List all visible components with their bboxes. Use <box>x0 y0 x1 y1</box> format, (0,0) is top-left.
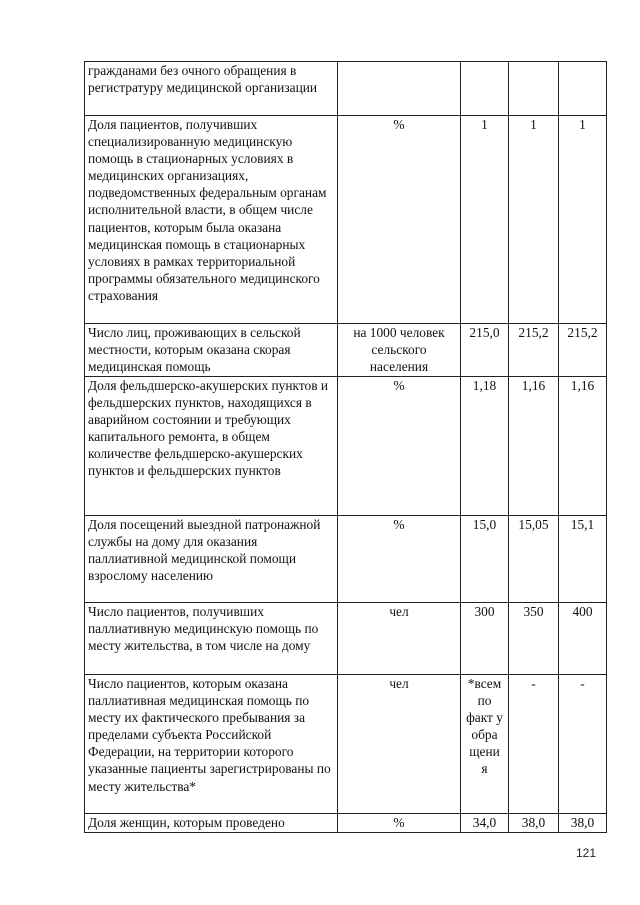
unit-cell <box>338 62 461 116</box>
value-cell-3: 400 <box>559 603 607 675</box>
value-cell-2: 350 <box>509 603 559 675</box>
unit-cell: чел <box>338 675 461 814</box>
table-row <box>85 377 607 516</box>
value-cell-2 <box>509 62 559 116</box>
value-cell-2: 1,16 <box>509 377 559 516</box>
table-row <box>85 324 607 377</box>
value-cell-2: 38,0 <box>509 814 559 833</box>
table-row <box>85 516 607 603</box>
value-cell-1: *всем по факт у обра щени я <box>461 675 509 814</box>
table-row <box>85 603 607 675</box>
value-cell-3 <box>559 62 607 116</box>
value-cell-1 <box>461 62 509 116</box>
indicators-table <box>84 61 607 833</box>
unit-cell: % <box>338 516 461 603</box>
value-cell-2: 215,2 <box>509 324 559 377</box>
value-cell-3: 15,1 <box>559 516 607 603</box>
value-cell-2: 15,05 <box>509 516 559 603</box>
value-cell-3: 1,16 <box>559 377 607 516</box>
value-cell-2: 1 <box>509 116 559 324</box>
page-number: 121 <box>576 846 597 860</box>
value-cell-1: 300 <box>461 603 509 675</box>
value-cell-3: 1 <box>559 116 607 324</box>
indicator-cell: Доля женщин, которым проведено <box>85 814 338 833</box>
table-row <box>85 116 607 324</box>
value-cell-1: 215,0 <box>461 324 509 377</box>
unit-cell: % <box>338 814 461 833</box>
indicator-cell: Число лиц, проживающих в сельской местности, которым оказана скорая медицинская помощь <box>85 324 338 377</box>
value-cell-3: - <box>559 675 607 814</box>
value-cell-2: - <box>509 675 559 814</box>
value-cell-1: 34,0 <box>461 814 509 833</box>
unit-cell: чел <box>338 603 461 675</box>
table-row <box>85 62 607 116</box>
indicator-cell: Доля посещений выездной патронажной службы на дому для оказания паллиативной медицинской помощи взрослому населению <box>85 516 338 603</box>
indicator-cell: Доля пациентов, получивших специализированную медицинскую помощь в стационарных условиях в медицинских организациях, подведомственных федеральным органам исполнительной власти, в общем числе пациентов, которым была оказана медицинская помощь в стационарных условиях в рамках территориальной программы обязательного медицинского страхования <box>85 116 338 324</box>
indicator-cell: Число пациентов, получивших паллиативную медицинскую помощь по месту жительства, в том числе на дому <box>85 603 338 675</box>
value-cell-1: 1,18 <box>461 377 509 516</box>
value-cell-1: 1 <box>461 116 509 324</box>
unit-cell: % <box>338 377 461 516</box>
value-cell-3: 215,2 <box>559 324 607 377</box>
indicator-cell: Доля фельдшерско-акушерских пунктов и фельдшерских пунктов, находящихся в аварийном состоянии и требующих капитального ремонта, в общем количестве фельдшерско-акушерских пунктов и фельдшерских пунктов <box>85 377 338 516</box>
indicator-cell: гражданами без очного обращения в регистратуру медицинской организации <box>85 62 338 116</box>
unit-cell: на 1000 человек сельского населения <box>338 324 461 377</box>
value-cell-1: 15,0 <box>461 516 509 603</box>
table-row <box>85 675 607 814</box>
unit-cell: % <box>338 116 461 324</box>
table-row <box>85 814 607 833</box>
value-cell-3: 38,0 <box>559 814 607 833</box>
indicator-cell: Число пациентов, которым оказана паллиативная медицинская помощь по месту их фактического пребывания за пределами субъекта Российской Федерации, на территории которого указанные пациенты зарегистрированы по месту жительства* <box>85 675 338 814</box>
